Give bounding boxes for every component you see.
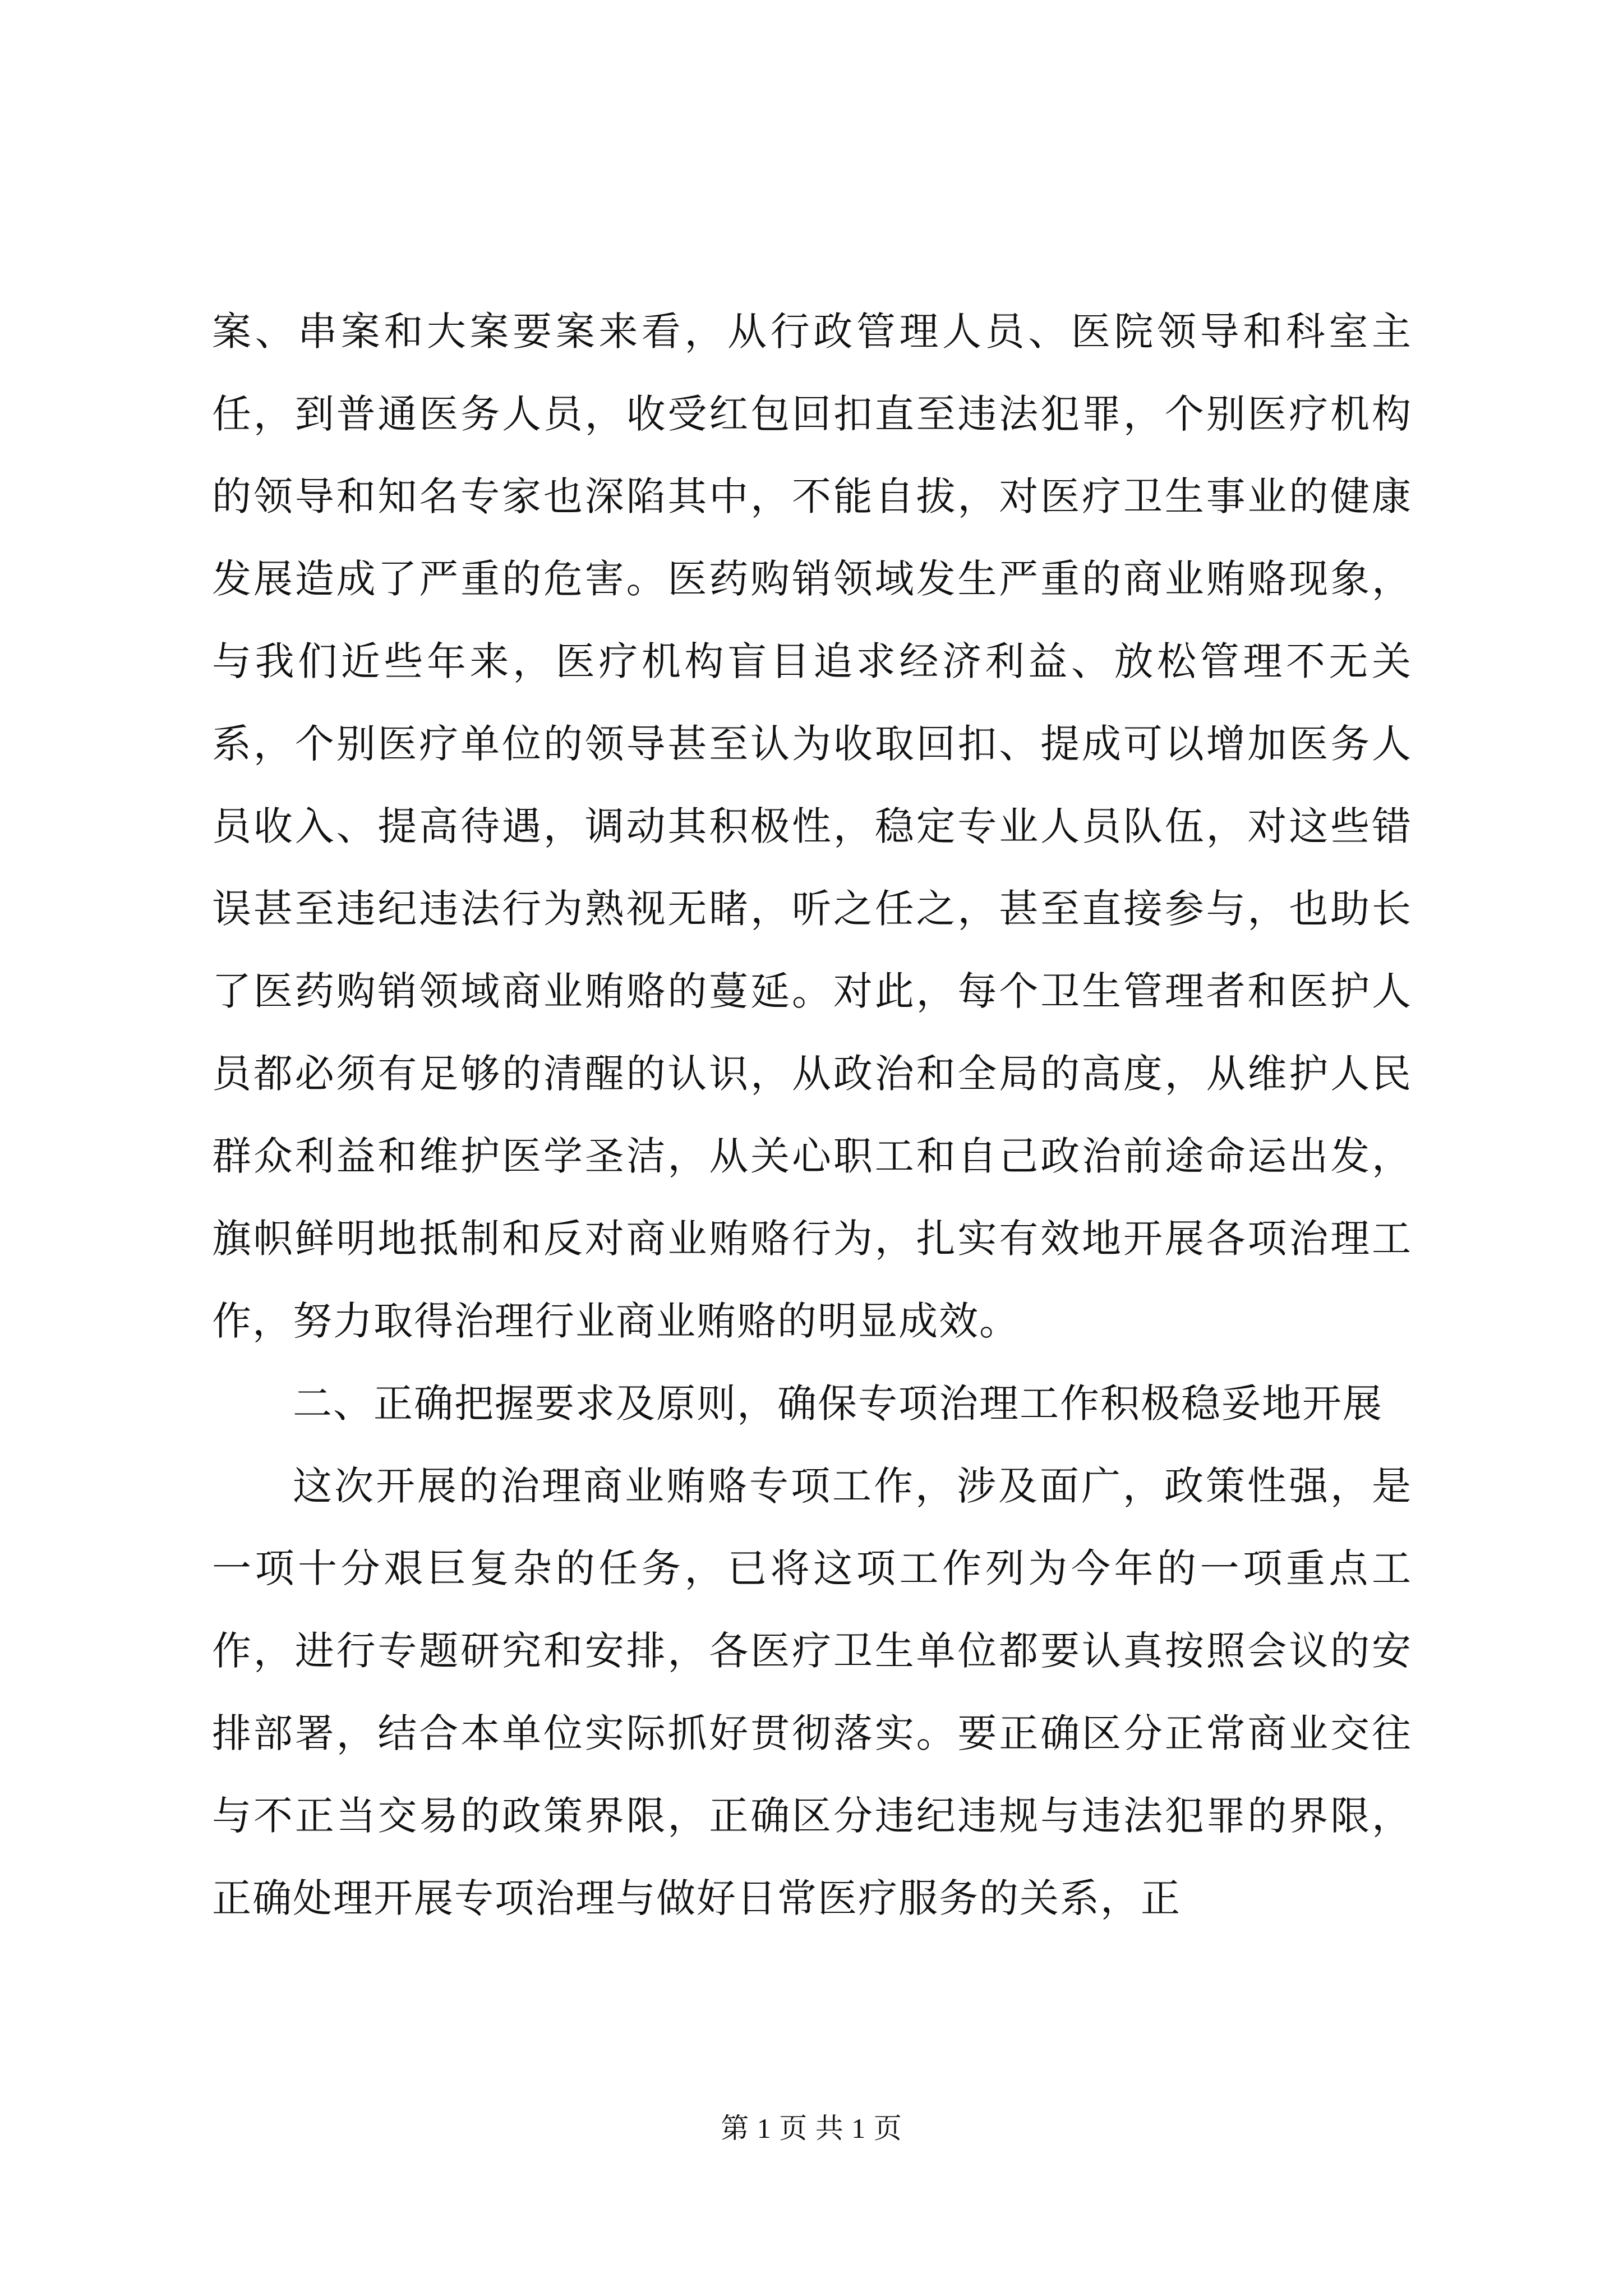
page-number-footer: 第 1 页 共 1 页 — [721, 2113, 902, 2144]
document-body — [212, 291, 1412, 1940]
section-heading: 二、正确把握要求及原则，确保专项治理工作积极稳妥地开展 — [293, 1381, 1383, 1427]
paragraph-continuation: 案、串案和大案要案来看，从行政管理人员、医院领导和科室主任，到普通医务人员，收受红包回扣直至违法犯罪，个别医疗机构的领导和知名专家也深陷其中，不能自拔，对医疗卫生事业的健康发展造成了严重的危害。医药购销领域发生严重的商业贿赂现象，与我们近些年来，医疗机构盲目追求经济利益、放松管理不无关系，个别医疗单位的领导甚至认为收取回扣、提成可以增加医务人员收入、提高待遇，调动其积极性，稳定专业人员队伍，对这些错误甚至违纪违法行为熟视无睹，听之任之，甚至直接参与，也助长了医药购销领域商业贿赂的蔓延。对此，每个卫生管理者和医护人员都必须有足够的清醒的认识，从政治和全局的高度，从维护人民群众利益和维护医学圣洁，从关心职工和自己政治前途命运出发，旗帜鲜明地抵制和反对商业贿赂行为，扎实有效地开展各项治理工作，努力取得治理行业商业贿赂的明显成效。 — [212, 309, 1412, 1344]
paragraph: 这次开展的治理商业贿赂专项工作，涉及面广，政策性强，是一项十分艰巨复杂的任务，已将这项工作列为今年的一项重点工作，进行专题研究和安排，各医疗卫生单位都要认真按照会议的安排部署，结合本单位实际抓好贯彻落实。要正确区分正常商业交往与不正当交易的政策界限，正确区分违纪违规与违法犯罪的界限，正确处理开展专项治理与做好日常医疗服务的关系，正 — [212, 1463, 1412, 1921]
